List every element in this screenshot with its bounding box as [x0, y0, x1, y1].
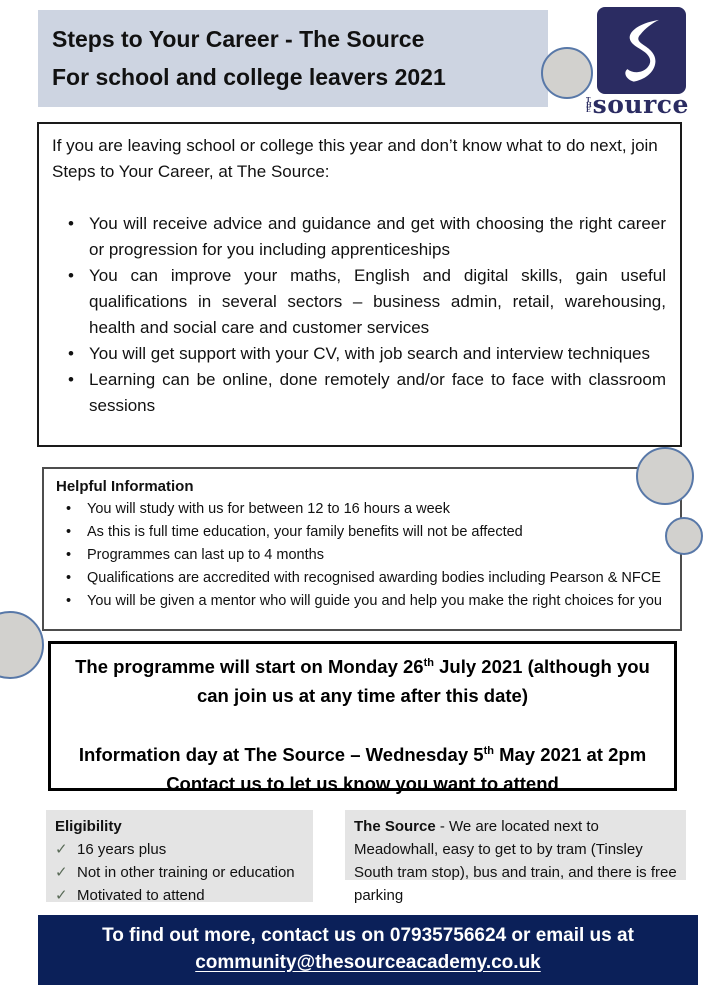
location-text: - We are located next to Meadowhall, easy to get to by tram (Tinsley South tram stop), bus and train, and there is free parking [354, 818, 677, 904]
location-bold-lead: The Source [354, 818, 436, 835]
ordinal-suffix: th [423, 656, 434, 669]
contact-footer [38, 915, 698, 985]
decorative-circle [0, 611, 44, 679]
bullet-item: • You will study with us for between 12 to 16 hours a week [56, 498, 670, 521]
page-title-line1: Steps to Your Career - The Source [52, 25, 425, 52]
eligibility-item: ✓ Motivated to attend [55, 884, 305, 907]
wordmark-the: T H E [586, 97, 592, 114]
checkmark-icon: ✓ [55, 841, 68, 858]
bullet-item: • Programmes can last up to 4 months [56, 544, 670, 567]
email-link[interactable]: community@thesourceacademy.co.uk [195, 952, 541, 973]
eligibility-item: ✓ Not in other training or education [55, 861, 305, 884]
bullet-item: • You will receive advice and guidance and get with choosing the right career or progression for you including apprenticeships [52, 211, 666, 263]
bullet-item: • Learning can be online, done remotely and/or face to face with classroom sessions [52, 367, 666, 419]
source-logo [597, 7, 686, 94]
intro-box [37, 122, 682, 447]
programme-start-line1: The programme will start on Monday 26th July 2021 (although you [75, 656, 650, 677]
source-s-swoosh-icon [607, 14, 677, 88]
helpful-information-box [42, 467, 682, 631]
eligibility-box [46, 810, 313, 902]
bullet-item: • You will be given a mentor who will guide you and help you make the right choices for you [56, 590, 670, 613]
helpful-bullet-list [56, 498, 670, 613]
eligibility-item: ✓ 16 years plus [55, 838, 305, 861]
spacer [51, 710, 674, 740]
contact-line: To find out more, contact us on 07935756624 or email us at [102, 925, 634, 946]
intro-paragraph: If you are leaving school or college this year and don’t know what to do next, join Steps to Your Career, at The Source: [52, 136, 658, 181]
programme-start-line2: can join us at any time after this date) [196, 685, 529, 706]
header-title-box [38, 10, 548, 107]
helpful-information-title: Helpful Information [56, 478, 194, 495]
wordmark-source: source [592, 90, 689, 119]
intro-bullet-list [52, 211, 666, 419]
checkmark-icon: ✓ [55, 864, 68, 881]
information-day-line: Information day at The Source – Wednesday 5th May 2021 at 2pm [78, 744, 647, 765]
checkmark-icon: ✓ [55, 887, 68, 904]
programme-dates-box [48, 641, 677, 794]
ordinal-suffix: th [483, 744, 494, 757]
location-box [345, 810, 686, 904]
contact-to-attend-line: Contact us to let us know you want to attend [166, 773, 559, 794]
page-title-line2: For school and college leavers 2021 [52, 64, 446, 90]
bullet-item: • Qualifications are accredited with recognised awarding bodies including Pearson & NFCE [56, 567, 670, 590]
bullet-item: • As this is full time education, your family benefits will not be affected [56, 521, 670, 544]
decorative-circle [665, 517, 703, 555]
source-wordmark [586, 91, 696, 117]
decorative-circle [636, 447, 694, 505]
bullet-item: • You will get support with your CV, with job search and interview techniques [52, 341, 666, 367]
eligibility-title: Eligibility [55, 818, 122, 835]
bullet-item: • You can improve your maths, English and digital skills, gain useful qualifications in several sectors – business admin, retail, warehousing, health and social care and customer services [52, 263, 666, 341]
decorative-circle [541, 47, 593, 99]
